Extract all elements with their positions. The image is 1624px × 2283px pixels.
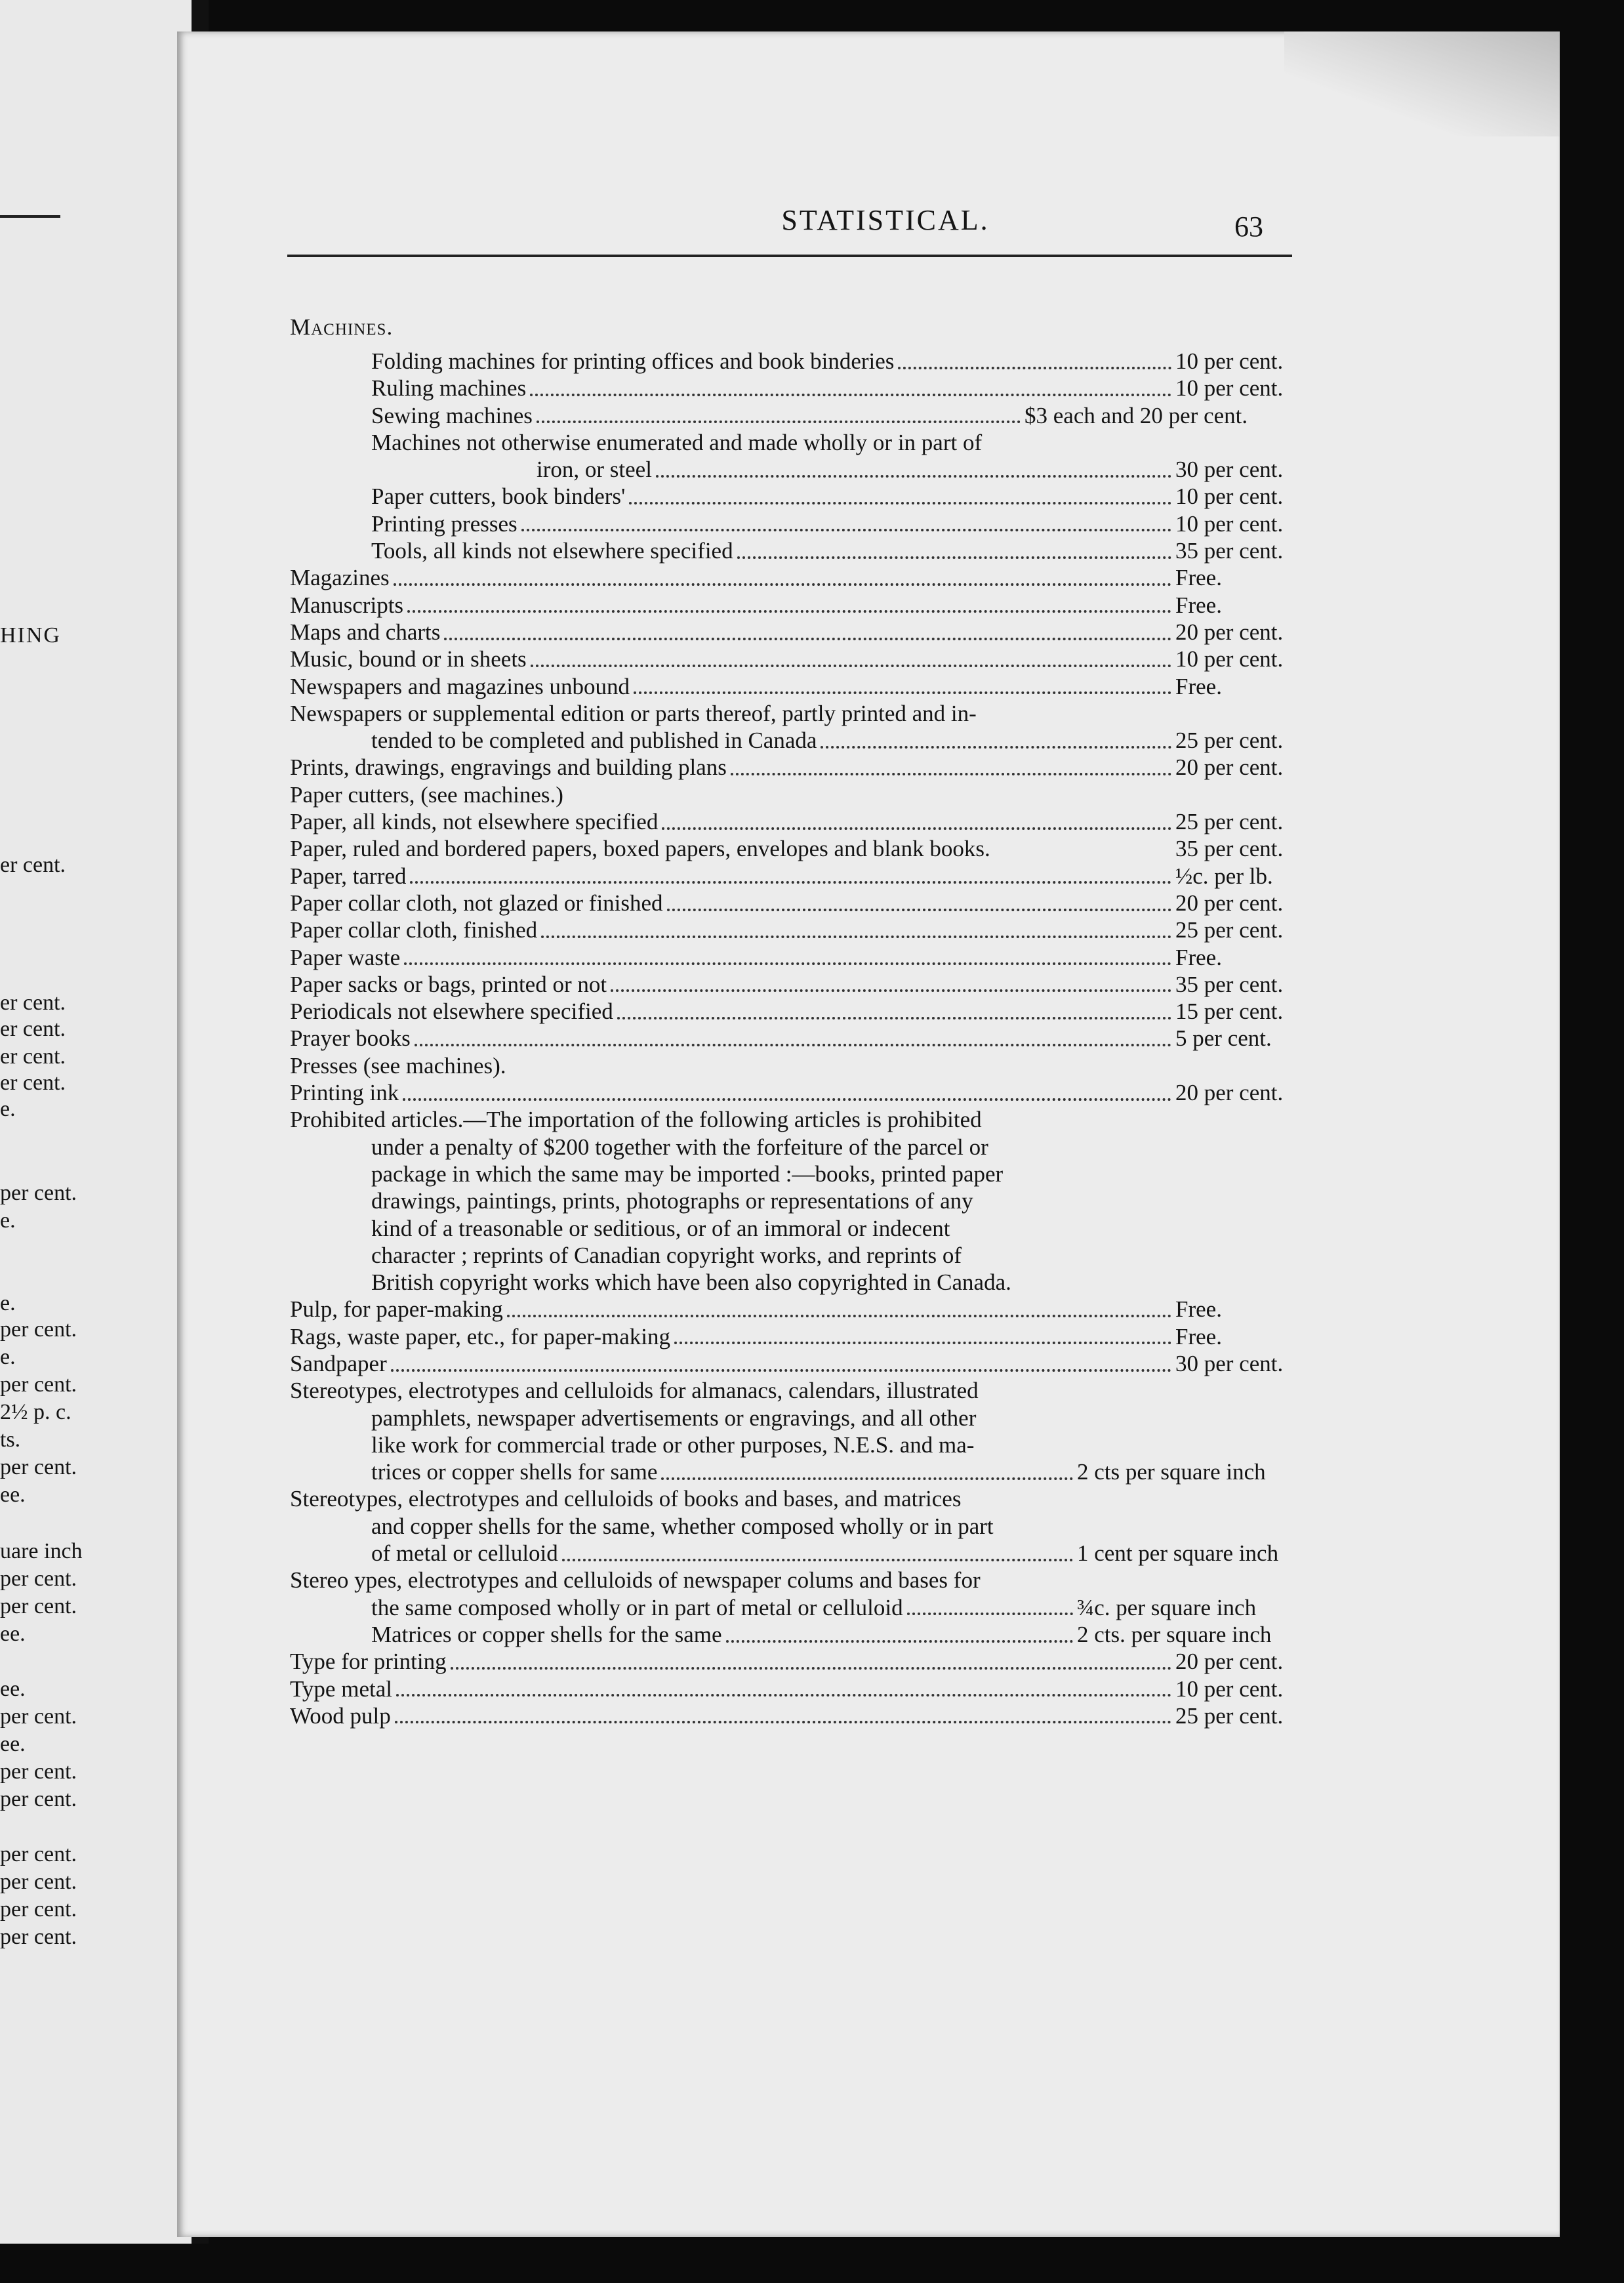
left-page-text-fragment: per cent. <box>0 1897 77 1922</box>
tariff-row <box>290 619 1313 646</box>
tariff-row <box>290 1296 1313 1323</box>
tariff-rate: Free. <box>1175 592 1222 618</box>
tariff-item-label: Newspapers or supplemental edition or parts thereof, partly printed and in- <box>290 700 977 726</box>
tariff-item-label: Paper cutters, book binders' <box>371 483 626 510</box>
tariff-row <box>290 1648 1313 1675</box>
tariff-row <box>290 998 1313 1025</box>
tariff-item-label: Sewing machines <box>371 402 533 428</box>
tariff-row <box>290 1025 1313 1052</box>
left-page-text-fragment: ee. <box>0 1622 26 1646</box>
leader-dots <box>537 415 1021 423</box>
tariff-item-label: character ; reprints of Canadian copyright works, and reprints of <box>371 1242 962 1268</box>
left-page-text-fragment: per cent. <box>0 1925 77 1949</box>
tariff-row <box>290 754 1313 781</box>
tariff-item-label: Paper, ruled and bordered papers, boxed papers, envelopes and blank books. <box>290 836 990 862</box>
tariff-row <box>290 537 1313 564</box>
leader-dots <box>662 822 1171 830</box>
tariff-item-label: Sandpaper <box>290 1350 387 1376</box>
leader-dots <box>617 1012 1171 1019</box>
tariff-row <box>290 1485 1313 1512</box>
tariff-row <box>290 1215 1313 1242</box>
leader-dots <box>629 497 1171 504</box>
section-heading: Machines. <box>290 314 394 340</box>
tariff-rate: 10 per cent. <box>1175 483 1284 510</box>
tariff-rate: 5 per cent. <box>1175 1025 1272 1052</box>
tariff-rate: 30 per cent. <box>1175 1350 1284 1376</box>
left-page-text-fragment: per cent. <box>0 1567 77 1591</box>
tariff-item-label: and copper shells for the same, whether composed wholly or in part <box>371 1513 994 1539</box>
tariff-row <box>290 348 1313 375</box>
tariff-item-label: Paper collar cloth, finished <box>290 917 538 943</box>
leader-dots <box>444 632 1171 640</box>
tariff-rate: 25 per cent. <box>1175 1702 1284 1729</box>
tariff-item-label: Prayer books <box>290 1025 411 1052</box>
tariff-rate: 30 per cent. <box>1175 457 1284 483</box>
tariff-row <box>290 890 1313 916</box>
tariff-rate: 20 per cent. <box>1175 619 1284 645</box>
leader-dots <box>407 605 1171 613</box>
tariff-item-label: Music, bound or in sheets <box>290 646 527 672</box>
left-page-text-fragment: er cent. <box>0 853 66 877</box>
tariff-row <box>290 781 1313 808</box>
left-page-text-fragment: per cent. <box>0 1594 77 1618</box>
leader-dots <box>994 850 1171 855</box>
tariff-item-label: Manuscripts <box>290 592 404 618</box>
tariff-item-label: Prohibited articles.—The importation of the following articles is prohibited <box>290 1107 982 1133</box>
left-page-text-fragment: e. <box>0 1097 16 1121</box>
tariff-item-label: Type for printing <box>290 1649 447 1675</box>
tariff-rate: 10 per cent. <box>1175 348 1284 374</box>
tariff-item-label: Stereo ypes, electrotypes and celluloids of newspaper colums and bases for <box>290 1567 981 1594</box>
tariff-rate: 35 per cent. <box>1175 538 1284 564</box>
left-page-text-fragment: e. <box>0 1345 16 1369</box>
left-page-text-fragment: per cent. <box>0 1181 77 1205</box>
tariff-row <box>290 375 1313 401</box>
left-page-text-fragment: ee. <box>0 1732 26 1756</box>
tariff-rate: Free. <box>1175 1323 1222 1349</box>
leader-dots <box>907 1607 1073 1615</box>
tariff-rate: ½c. per lb. <box>1175 863 1273 889</box>
tariff-row <box>290 835 1313 862</box>
leader-dots <box>634 686 1171 694</box>
page-number: 63 <box>1234 211 1263 243</box>
left-page-text-fragment: ts. <box>0 1428 21 1452</box>
tariff-item-label: pamphlets, newspaper advertisements or engravings, and all other <box>371 1405 977 1431</box>
tariff-row <box>290 1540 1313 1567</box>
tariff-row <box>290 1242 1313 1269</box>
tariff-rate: Free. <box>1175 565 1222 591</box>
tariff-item-label: Paper cutters, (see machines.) <box>290 781 563 808</box>
tariff-rate: 25 per cent. <box>1175 917 1284 943</box>
left-page-text-fragment: per cent. <box>0 1372 77 1397</box>
leader-dots <box>661 1472 1073 1480</box>
left-page-text-fragment: per cent. <box>0 1455 77 1479</box>
tariff-item-label: tended to be completed and published in Canada <box>371 728 817 754</box>
left-page-text-fragment: er cent. <box>0 991 66 1015</box>
leader-dots <box>541 930 1171 938</box>
left-page-text-fragment: per cent. <box>0 1317 77 1342</box>
tariff-item-label: iron, or steel <box>537 457 652 483</box>
running-header: STATISTICAL. <box>781 204 990 236</box>
left-page-text-fragment: ee. <box>0 1677 26 1701</box>
tariff-item-label: Paper, all kinds, not elsewhere specified <box>290 809 659 835</box>
left-page-text-fragment: per cent. <box>0 1787 77 1811</box>
leader-dots <box>394 578 1171 586</box>
page-corner-fold <box>1284 31 1560 136</box>
tariff-rate: Free. <box>1175 944 1222 970</box>
tariff-row <box>290 863 1313 890</box>
leader-dots <box>737 551 1171 559</box>
tariff-row <box>290 1187 1313 1214</box>
tariff-row <box>290 700 1313 727</box>
tariff-item-label: Maps and charts <box>290 619 441 645</box>
tariff-row <box>290 1567 1313 1594</box>
left-page-heading-fragment: HING <box>0 623 61 648</box>
tariff-item-label: Folding machines for printing offices and book binderies <box>371 348 895 374</box>
tariff-item-label: trices or copper shells for same <box>371 1459 658 1485</box>
tariff-rate: 20 per cent. <box>1175 1080 1284 1106</box>
tariff-row <box>290 592 1313 619</box>
left-page-text-fragment: er cent. <box>0 1017 66 1041</box>
tariff-row <box>290 1079 1313 1106</box>
tariff-rate: 20 per cent. <box>1175 890 1284 916</box>
tariff-row <box>290 808 1313 835</box>
tariff-row <box>290 564 1313 591</box>
tariff-row <box>290 916 1313 943</box>
tariff-row <box>290 1161 1313 1187</box>
tariff-entries <box>290 307 1313 1729</box>
tariff-row <box>290 1513 1313 1540</box>
tariff-row <box>290 510 1313 537</box>
tariff-row <box>290 971 1313 998</box>
tariff-item-label: Paper collar cloth, not glazed or finished <box>290 890 663 916</box>
tariff-row <box>290 1052 1313 1079</box>
left-page-text-fragment: per cent. <box>0 1704 77 1729</box>
tariff-item-label: Matrices or copper shells for the same <box>371 1621 722 1647</box>
tariff-item-label: Rags, waste paper, etc., for paper-making <box>290 1323 671 1349</box>
leader-dots <box>731 768 1171 775</box>
tariff-row <box>290 1323 1313 1350</box>
tariff-rate: 10 per cent. <box>1175 510 1284 537</box>
tariff-item-label: the same composed wholly or in part of metal or celluloid <box>371 1594 903 1620</box>
tariff-list <box>290 348 1313 1729</box>
left-page-text-fragment: per cent. <box>0 1842 77 1866</box>
tariff-item-label: of metal or celluloid <box>371 1540 558 1567</box>
tariff-rate: 25 per cent. <box>1175 728 1284 754</box>
tariff-row <box>290 1134 1313 1161</box>
leader-dots <box>531 659 1171 667</box>
tariff-item-label: Newspapers and magazines unbound <box>290 673 630 699</box>
tariff-rate: 1 cent per square inch <box>1077 1540 1279 1567</box>
tariff-item-label: Presses (see machines). <box>290 1052 506 1079</box>
tariff-row <box>290 402 1313 429</box>
left-page-text-fragment: e. <box>0 1208 16 1233</box>
tariff-row <box>290 1405 1313 1431</box>
left-page-text-fragment: per cent. <box>0 1759 77 1784</box>
tariff-rate: 10 per cent. <box>1175 646 1284 672</box>
tariff-item-label: Wood pulp <box>290 1702 391 1729</box>
tariff-rate: 10 per cent. <box>1175 375 1284 401</box>
tariff-rate: 2 cts per square inch <box>1077 1459 1266 1485</box>
tariff-item-label: Printing ink <box>290 1080 399 1106</box>
tariff-rate: Free. <box>1175 1296 1222 1323</box>
tariff-row <box>290 1377 1313 1404</box>
leader-dots <box>395 1716 1171 1723</box>
left-page-text-fragment: er cent. <box>0 1044 66 1069</box>
leader-dots <box>611 984 1171 992</box>
tariff-row <box>290 1106 1313 1133</box>
tariff-item-label: kind of a treasonable or seditious, or of an immoral or indecent <box>371 1215 950 1241</box>
tariff-row <box>290 1676 1313 1702</box>
tariff-rate: 20 per cent. <box>1175 1649 1284 1675</box>
tariff-row <box>290 1431 1313 1458</box>
tariff-row <box>290 1350 1313 1377</box>
leader-dots <box>415 1039 1171 1046</box>
tariff-item-label: drawings, paintings, prints, photographs or representations of any <box>371 1188 973 1214</box>
tariff-rate: Free. <box>1175 673 1222 699</box>
tariff-row <box>290 1458 1313 1485</box>
tariff-rate: 2 cts. per square inch <box>1077 1621 1272 1647</box>
right-page <box>177 31 1560 2237</box>
tariff-item-label: Tools, all kinds not elsewhere specified <box>371 538 733 564</box>
header-rule <box>287 255 1292 257</box>
tariff-item-label: Printing presses <box>371 510 518 537</box>
tariff-row <box>290 1269 1313 1296</box>
tariff-item-label: Stereotypes, electrotypes and celluloids for almanacs, calendars, illustrated <box>290 1378 979 1404</box>
tariff-rate: 35 per cent. <box>1175 971 1284 997</box>
leader-dots <box>507 1309 1171 1317</box>
tariff-row <box>290 944 1313 971</box>
tariff-item-label: Type metal <box>290 1676 392 1702</box>
leader-dots <box>391 1364 1171 1372</box>
tariff-item-label: Paper waste <box>290 944 401 970</box>
tariff-row <box>290 646 1313 672</box>
tariff-item-label: British copyright works which have been also copyrighted in Canada. <box>371 1269 1011 1296</box>
leader-dots <box>451 1662 1171 1670</box>
tariff-item-label: under a penalty of $200 together with the forfeiture of the parcel or <box>371 1134 988 1160</box>
left-page-text-fragment: uare inch <box>0 1539 83 1563</box>
left-page-text-fragment: ee. <box>0 1483 26 1507</box>
leader-dots <box>562 1553 1073 1561</box>
tariff-row <box>290 1702 1313 1729</box>
leader-dots <box>404 957 1171 965</box>
tariff-row <box>290 483 1313 510</box>
tariff-item-label: Pulp, for paper-making <box>290 1296 503 1323</box>
left-page-fragment <box>0 0 197 2244</box>
leader-dots <box>821 741 1171 749</box>
tariff-item-label: package in which the same may be imported :—books, printed paper <box>371 1161 1004 1187</box>
leader-dots <box>674 1336 1171 1344</box>
tariff-rate: 25 per cent. <box>1175 809 1284 835</box>
tariff-rate: 15 per cent. <box>1175 998 1284 1025</box>
tariff-rate: 20 per cent. <box>1175 754 1284 781</box>
leader-dots <box>410 876 1171 884</box>
tariff-item-label: Paper, tarred <box>290 863 407 889</box>
tariff-rate: ¾c. per square inch <box>1077 1594 1257 1620</box>
tariff-rate: 10 per cent. <box>1175 1676 1284 1702</box>
left-page-text-fragment: e. <box>0 1291 16 1315</box>
leader-dots <box>898 361 1171 369</box>
tariff-row <box>290 1594 1313 1621</box>
leader-dots <box>530 388 1171 396</box>
tariff-rate: 35 per cent. <box>1175 836 1284 862</box>
tariff-row <box>290 1621 1313 1648</box>
leader-dots <box>403 1093 1171 1101</box>
tariff-row <box>290 673 1313 700</box>
tariff-item-label: Periodicals not elsewhere specified <box>290 998 613 1025</box>
leader-dots <box>656 470 1171 478</box>
tariff-rate: $3 each and 20 per cent. <box>1025 402 1248 428</box>
tariff-item-label: Magazines <box>290 565 390 591</box>
tariff-row <box>290 727 1313 754</box>
tariff-row <box>290 429 1313 456</box>
tariff-row <box>290 456 1313 483</box>
left-page-rule <box>0 215 60 218</box>
left-page-text-fragment: 2½ p. c. <box>0 1400 71 1424</box>
tariff-item-label: Ruling machines <box>371 375 527 401</box>
leader-dots <box>396 1689 1171 1697</box>
tariff-item-label: Machines not otherwise enumerated and made wholly or in part of <box>371 429 983 455</box>
tariff-item-label: like work for commercial trade or other purposes, N.E.S. and ma- <box>371 1431 975 1458</box>
leader-dots <box>726 1635 1073 1643</box>
tariff-item-label: Stereotypes, electrotypes and celluloids of books and bases, and matrices <box>290 1486 962 1512</box>
left-page-text-fragment: er cent. <box>0 1071 66 1095</box>
leader-dots <box>667 903 1171 911</box>
tariff-item-label: Prints, drawings, engravings and building plans <box>290 754 727 781</box>
left-page-text-fragment: per cent. <box>0 1870 77 1894</box>
leader-dots <box>521 524 1171 531</box>
tariff-item-label: Paper sacks or bags, printed or not <box>290 971 607 997</box>
